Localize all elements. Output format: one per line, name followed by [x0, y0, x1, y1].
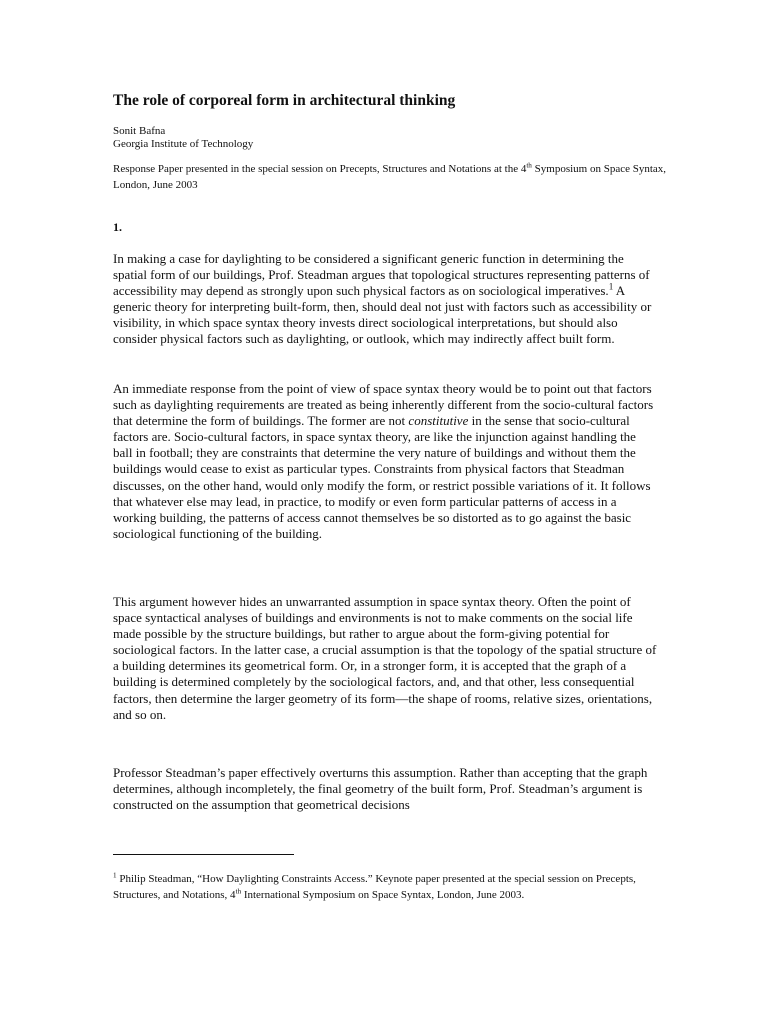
paragraph-1: [113, 251, 658, 348]
paper-title: The role of corporeal form in architectural thinking: [113, 92, 456, 109]
footnote-ordinal-superscript: th: [235, 886, 242, 895]
paragraph-2-text: An immediate response from the point of view of space syntax theory would be to point out that factors such as daylighting requirements are treated as being inherently different from the socio-cultural factors that determine the form of buildings. The former are not: [113, 381, 654, 429]
response-note: [113, 161, 673, 193]
ordinal-superscript: th: [526, 161, 532, 170]
response-note-text-end: Symposium on Space Syntax, London, June 2003: [113, 163, 667, 191]
section-number: 1.: [113, 220, 122, 234]
author-name: Sonit Bafna: [113, 125, 166, 137]
emphasis-constitutive: constitutive: [408, 413, 469, 429]
paragraph-1-text: In making a case for daylighting to be considered a significant generic function in determining the spatial form of our buildings, Prof. Steadman argues that topological structures representing patterns of accessibility may depend as strongly upon such physical factors as on sociological imperatives.: [113, 251, 650, 299]
footnote-text: Philip Steadman, “How Daylighting Constraints Access.” Keynote paper presented at the special session on Precepts, Structures, and Notations, 4: [113, 873, 636, 901]
response-note-text: Response Paper presented in the special session on Precepts, Structures and Notations at the 4: [113, 163, 527, 175]
paragraph-2-text-end: in the sense that socio-cultural factors are. Socio-cultural factors, in space syntax theory, are like the injunction against handling the ball in football; they are constraints that determine the very nature of buildings and without them the buildings would cease to exist as particular types. Constraints from physical factors that Steadman discusses, on the other hand, would only modify the form, or restrict possible variations of it. It follows that whatever else may lead, in practice, to modify or even form particular patterns of access in a working building, the patterns of access cannot themselves be so distorted as to go against the basic sociological functioning of the building.: [113, 413, 651, 541]
footnote-text-end: International Symposium on Space Syntax, London, June 2003.: [241, 888, 525, 901]
paragraph-2: [113, 381, 658, 542]
footnote-reference: 1: [608, 281, 614, 292]
paragraph-1-text-end: A generic theory for interpreting built-form, then, should deal not just with factors such as accessibility or visibility, in which space syntax theory invests direct sociological interpretations, but should also consider physical factors such as daylighting, or outlook, which may indirectly affect built form.: [113, 283, 652, 347]
footnote-separator: [113, 854, 294, 855]
footnote-number: 1: [113, 871, 117, 880]
footnote: [113, 872, 673, 903]
paragraph-4: Professor Steadman’s paper effectively overturns this assumption. Rather than accepting that the graph determines, although incompletely, the final geometry of the built form, Prof. Steadman’s argument is constructed on the assumption that geometrical decisions: [113, 765, 648, 813]
paragraph-3: This argument however hides an unwarranted assumption in space syntax theory. Often the point of space syntactical analyses of buildings and environments is not to make comments on the social life made possible by the structure buildings, but rather to argue about the form-giving potential for sociological factors. In the latter case, a crucial assumption is that the topology of the spatial structure of a building determines its geometrical form. Or, in a stronger form, it is accepted that the graph of a building is determined completely by the sociological factors, and, and that other, less consequential factors, then determine the larger geometry of its form—the shape of rooms, relative sizes, orientations, and so on.: [113, 594, 657, 722]
author-affiliation: Georgia Institute of Technology: [113, 138, 254, 150]
